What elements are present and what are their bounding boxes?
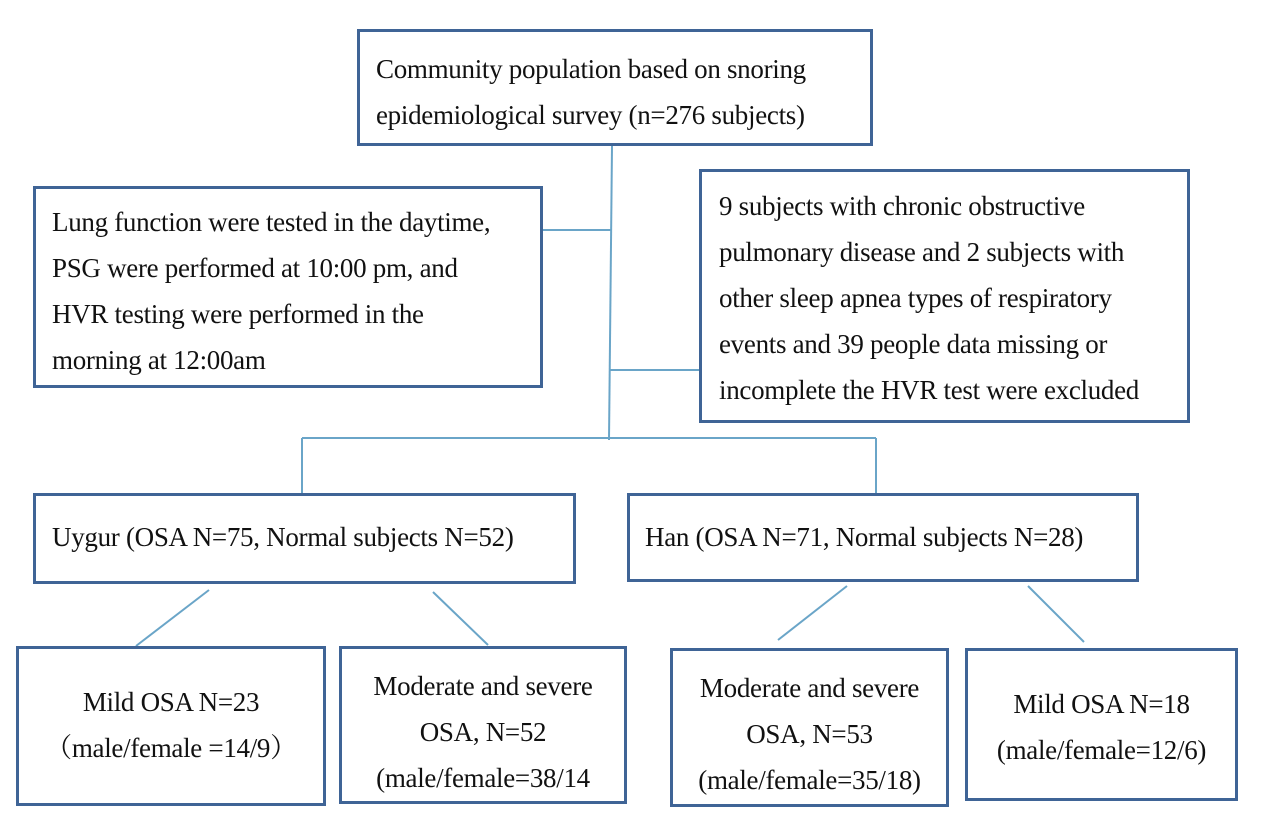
connector-uygur-mild [136,590,209,646]
community-population-box [357,29,873,146]
uygur-moderate-line-3: (male/female=38/14 [376,763,590,793]
procedures-line-2: PSG were performed at 10:00 pm, and [52,253,458,283]
excluded-line-1: 9 subjects with chronic obstructive [719,191,1085,221]
han-moderate-line-1: Moderate and severe [699,673,920,703]
han-mild-osa-box [965,648,1238,801]
han-mild-line-2: (male/female=12/6) [996,735,1207,765]
excluded-subjects-box [699,169,1190,423]
han-label: Han (OSA N=71, Normal subjects N=28) [645,522,1084,552]
han-mild-line-1: Mild OSA N=18 [1013,689,1190,719]
uygur-moderate-line-1: Moderate and severe [373,671,593,701]
procedures-line-3: HVR testing were performed in the [52,299,424,329]
excluded-line-3: other sleep apnea types of respiratory [719,283,1112,313]
han-moderate-severe-osa-box [670,648,949,807]
connector-uygur-moderate [433,592,488,645]
connector-han-moderate [778,586,847,640]
han-moderate-line-3: (male/female=35/18) [698,765,921,795]
uygur-label: Uygur (OSA N=75, Normal subjects N=52) [52,522,514,552]
procedures-line-4: morning at 12:00am [52,345,266,375]
han-group-box [627,493,1139,582]
uygur-moderate-severe-osa-box [339,646,627,804]
uygur-mild-line-2: （male/female =14/9） [45,733,297,763]
test-procedures-box [33,186,543,388]
uygur-mild-osa-box [16,646,326,806]
excluded-line-2: pulmonary disease and 2 subjects with [719,237,1125,267]
uygur-mild-line-1: Mild OSA N=23 [82,687,260,717]
community-line-1: Community population based on snoring [376,54,806,84]
procedures-line-1: Lung function were tested in the daytime, [52,207,491,237]
community-line-2: epidemiological survey (n=276 subjects) [376,100,805,130]
connector-han-mild [1028,586,1084,642]
excluded-line-5: incomplete the HVR test were excluded [719,375,1140,405]
connector-trunk [609,146,612,440]
uygur-group-box [33,493,576,584]
uygur-moderate-line-2: OSA, N=52 [419,717,547,747]
han-moderate-line-2: OSA, N=53 [746,719,873,749]
excluded-line-4: events and 39 people data missing or [719,329,1108,359]
